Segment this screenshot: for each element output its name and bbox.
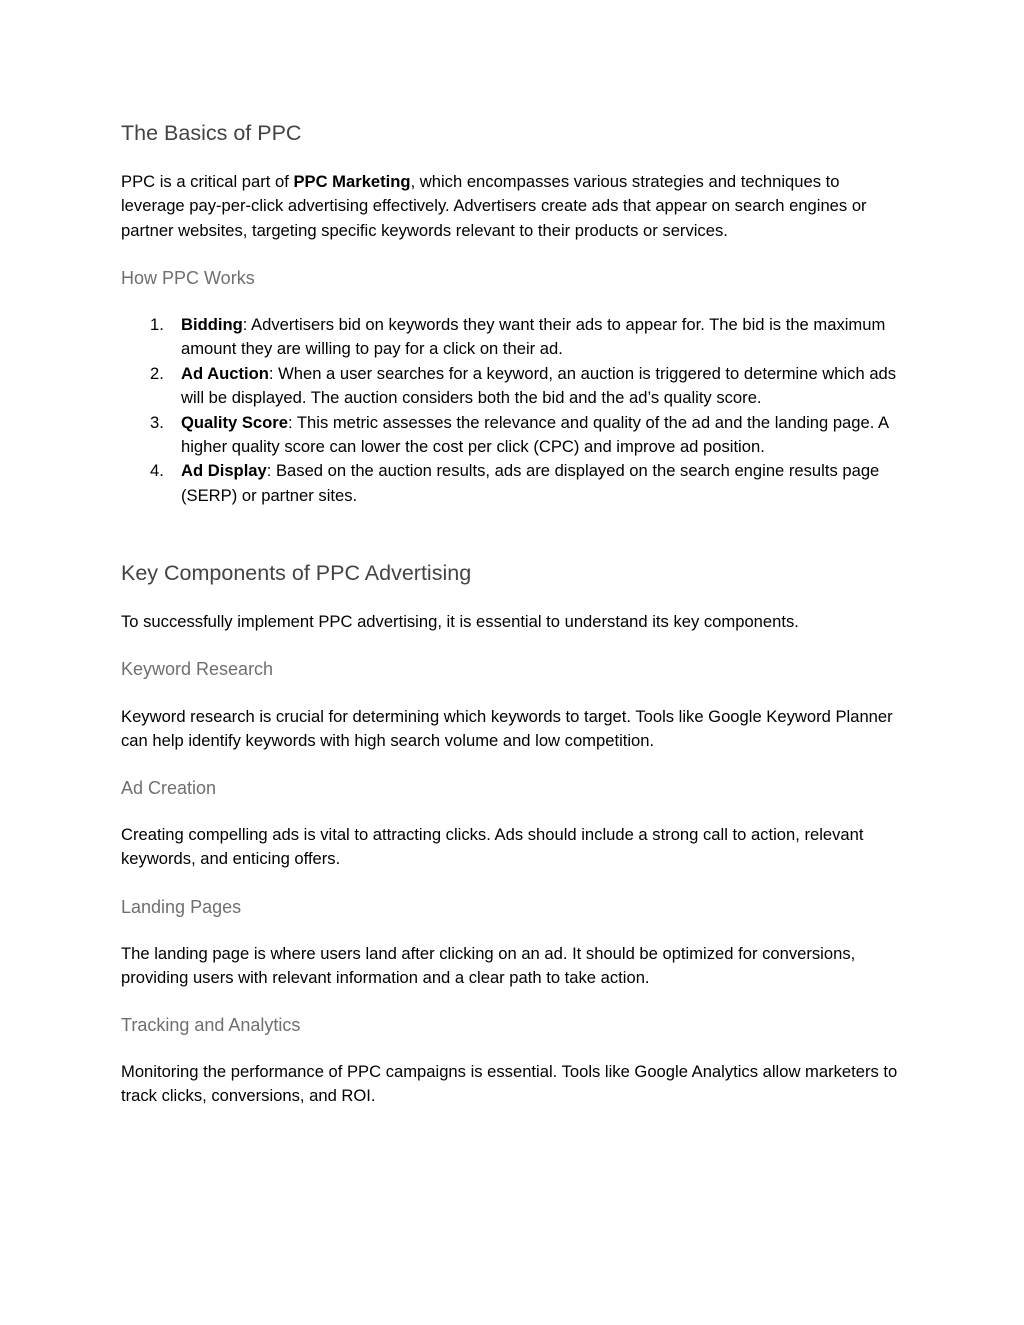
list-item-term: Ad Auction	[181, 363, 269, 383]
list-item-ad-auction	[121, 362, 906, 411]
heading-key-components: Key Components of PPC Advertising	[121, 561, 472, 585]
paragraph-ad-creation: Creating compelling ads is vital to attracting clicks. Ads should include a strong call to action, relevant keywords, and enticing offers.	[121, 825, 864, 869]
list-item-term: Bidding	[181, 315, 243, 334]
how-ppc-works-list	[121, 313, 906, 508]
heading-ad-creation: Ad Creation	[121, 778, 217, 798]
heading-landing-pages: Landing Pages	[121, 897, 242, 917]
paragraph-keyword-research: Keyword research is crucial for determining which keywords to target. Tools like Google Keyword Planner can help identify keywords with high search volume and low competition.	[121, 707, 893, 751]
list-item-bidding	[121, 313, 906, 362]
paragraph-landing-pages: The landing page is where users land after clicking on an ad. It should be optimized for conversions, providing users with relevant information and a clear path to take action.	[121, 944, 856, 988]
intro-text-end: , which encompasses various strategies and techniques to leverage pay-per-click advertising effectively. Advertisers create ads that appear on search engines or partner websites, targeting specific keywords relevant to their products or services.	[121, 172, 867, 240]
list-number: 1.	[150, 315, 164, 334]
heading-basics-of-ppc: The Basics of PPC	[121, 121, 302, 145]
list-number: 3.	[150, 412, 164, 432]
list-item-text: : This metric assesses the relevance and quality of the ad and the landing page. A higher quality score can lower the cost per click (CPC) and improve ad position.	[181, 412, 889, 457]
list-item-text: : When a user searches for a keyword, an auction is triggered to determine which ads will be displayed. The auction considers both the bid and the ad’s quality score.	[181, 363, 897, 408]
list-item-term: Ad Display	[181, 461, 267, 481]
heading-tracking-analytics: Tracking and Analytics	[121, 1015, 301, 1035]
paragraph-tracking-analytics: Monitoring the performance of PPC campaigns is essential. Tools like Google Analytics allow marketers to track clicks, conversions, and ROI.	[121, 1062, 898, 1106]
list-number: 2.	[150, 363, 164, 383]
heading-how-ppc-works: How PPC Works	[121, 268, 255, 288]
list-item-text: : Advertisers bid on keywords they want their ads to appear for. The bid is the maximum amount they are willing to pay for a click on their ad.	[181, 315, 886, 359]
paragraph-components-intro: To successfully implement PPC advertising, it is essential to understand its key components.	[121, 612, 799, 631]
list-item-text: : Based on the auction results, ads are displayed on the search engine results page (SERP) or partner sites.	[181, 461, 880, 505]
list-item-quality-score	[121, 411, 906, 460]
list-item-ad-display	[121, 459, 906, 508]
list-item-term: Quality Score	[181, 412, 288, 432]
list-number: 4.	[150, 461, 164, 481]
paragraph-basics-intro	[121, 170, 906, 243]
intro-text-start: PPC is a critical part of	[121, 172, 294, 191]
ppc-marketing-bold: PPC Marketing	[293, 172, 411, 191]
heading-keyword-research: Keyword Research	[121, 659, 274, 679]
